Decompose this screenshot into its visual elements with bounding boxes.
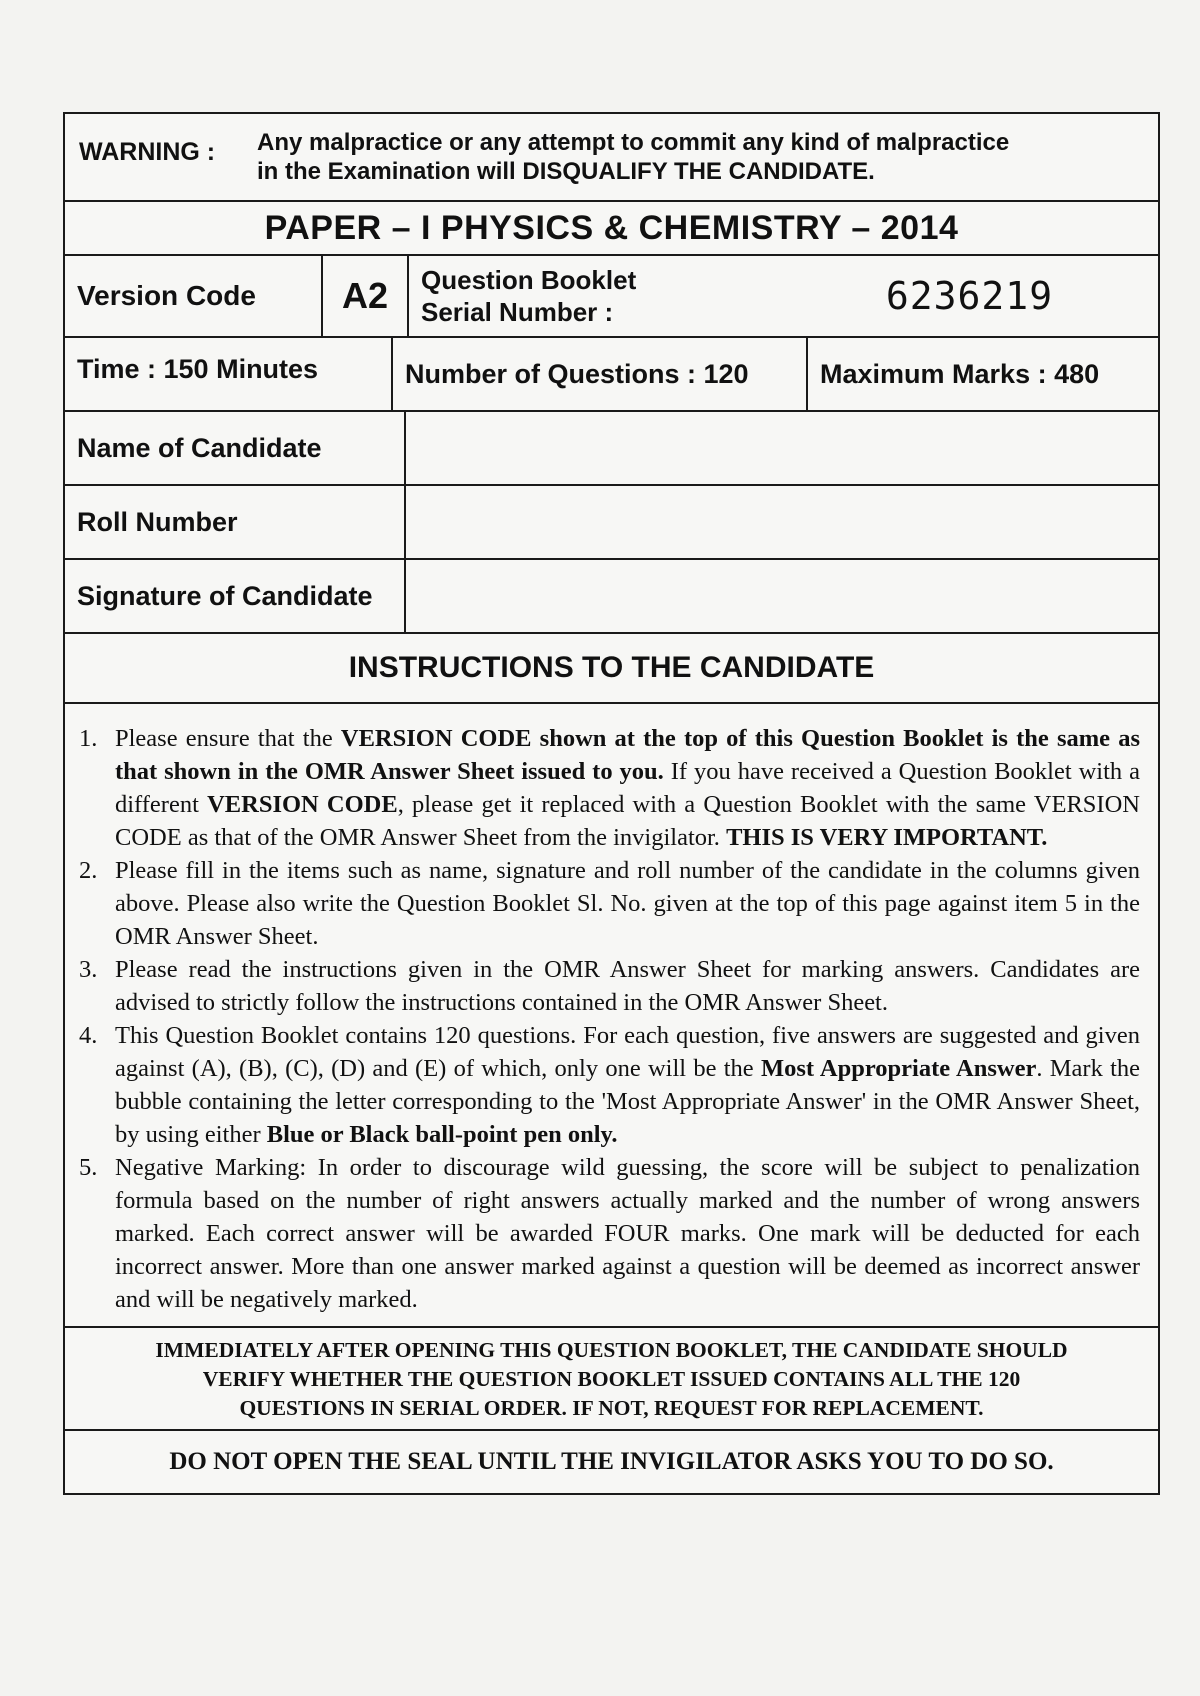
warning-line-2: in the Examination will DISQUALIFY THE CANDIDATE. bbox=[257, 158, 875, 185]
signature-label: Signature of Candidate bbox=[65, 560, 406, 632]
exam-info-row bbox=[65, 338, 1158, 412]
question-booklet-cover bbox=[63, 112, 1160, 1495]
instruction-item: 2. Please fill in the items such as name, signature and roll number of the candidate in the columns given above. Please also write the Question Booklet Sl. No. given at the top of this page against item 5 in the OMR Answer Sheet. bbox=[79, 857, 1140, 950]
instruction-item: 1. Please ensure that the VERSION CODE shown at the top of this Question Booklet is the same as that shown in the OMR Answer Sheet issued to you. If you have received a Question Booklet with a different VERSION CODE, please get it replaced with a Question Booklet with the same VERSION CODE as that of the OMR Answer Sheet from the invigilator. THIS IS VERY IMPORTANT. bbox=[79, 725, 1140, 851]
name-input-box[interactable] bbox=[406, 412, 1158, 484]
instruction-item: 5. Negative Marking: In order to discourage wild guessing, the score will be subject to penalization formula based on the number of right answers actually marked and the number of wrong answers marked. Each correct answer will be awarded FOUR marks. One mark will be deducted for each incorrect answer. More than one answer marked against a question will be deemed as incorrect answer and will be negatively marked. bbox=[79, 1154, 1140, 1313]
version-code-label: Version Code bbox=[65, 256, 323, 336]
instruction-item: 4. This Question Booklet contains 120 questions. For each question, five answers are suggested and given against (A), (B), (C), (D) and (E) of which, only one will be the Most Appropriate Answer. Mark the bubble containing the letter corresponding to the 'Most Appropriate Answer' in the OMR Answer Sheet, by using either Blue or Black ball-point pen only. bbox=[79, 1022, 1141, 1148]
warning-label: WARNING : bbox=[79, 138, 216, 166]
paper-title: PAPER – I PHYSICS & CHEMISTRY – 2014 bbox=[65, 202, 1158, 256]
warning-text bbox=[257, 128, 1009, 186]
instructions-list bbox=[65, 704, 1158, 1328]
signature-input-box[interactable] bbox=[406, 560, 1158, 632]
instruction-item: 3. Please read the instructions given in the OMR Answer Sheet for marking answers. Candidates are advised to strictly follow the instructions contained in the OMR Answer Sheet. bbox=[79, 956, 1140, 1016]
name-row bbox=[65, 412, 1158, 486]
serial-label-line-2: Serial Number : bbox=[421, 297, 614, 327]
roll-input-box[interactable] bbox=[406, 486, 1158, 558]
maximum-marks: Maximum Marks : 480 bbox=[820, 358, 1100, 389]
version-code-value: A2 bbox=[323, 256, 409, 336]
serial-number-value: 6236219 bbox=[885, 274, 1054, 318]
roll-row bbox=[65, 486, 1158, 560]
roll-label: Roll Number bbox=[65, 486, 406, 558]
warning-banner bbox=[65, 114, 1158, 202]
exam-time: Time : 150 Minutes bbox=[65, 338, 393, 410]
instructions-heading: INSTRUCTIONS TO THE CANDIDATE bbox=[65, 634, 1158, 704]
verification-notice: IMMEDIATELY AFTER OPENING THIS QUESTION BOOKLET, THE CANDIDATE SHOULD VERIFY WHETHER THE QUESTION BOOKLET ISSUED CONTAINS ALL THE 120 QUESTIONS IN SERIAL ORDER. IF NOT, REQUEST FOR REPLACEMENT. bbox=[65, 1328, 1158, 1431]
warning-line-1: Any malpractice or any attempt to commit any kind of malpractice bbox=[257, 129, 1010, 156]
number-of-questions: Number of Questions : 120 bbox=[393, 338, 808, 410]
seal-notice: DO NOT OPEN THE SEAL UNTIL THE INVIGILATOR ASKS YOU TO DO SO. bbox=[169, 1448, 1054, 1475]
booklet-info-row bbox=[65, 256, 1158, 338]
serial-number-label bbox=[409, 256, 781, 336]
signature-row bbox=[65, 560, 1158, 634]
name-label: Name of Candidate bbox=[65, 412, 406, 484]
serial-label-line-1: Question Booklet bbox=[421, 265, 637, 295]
